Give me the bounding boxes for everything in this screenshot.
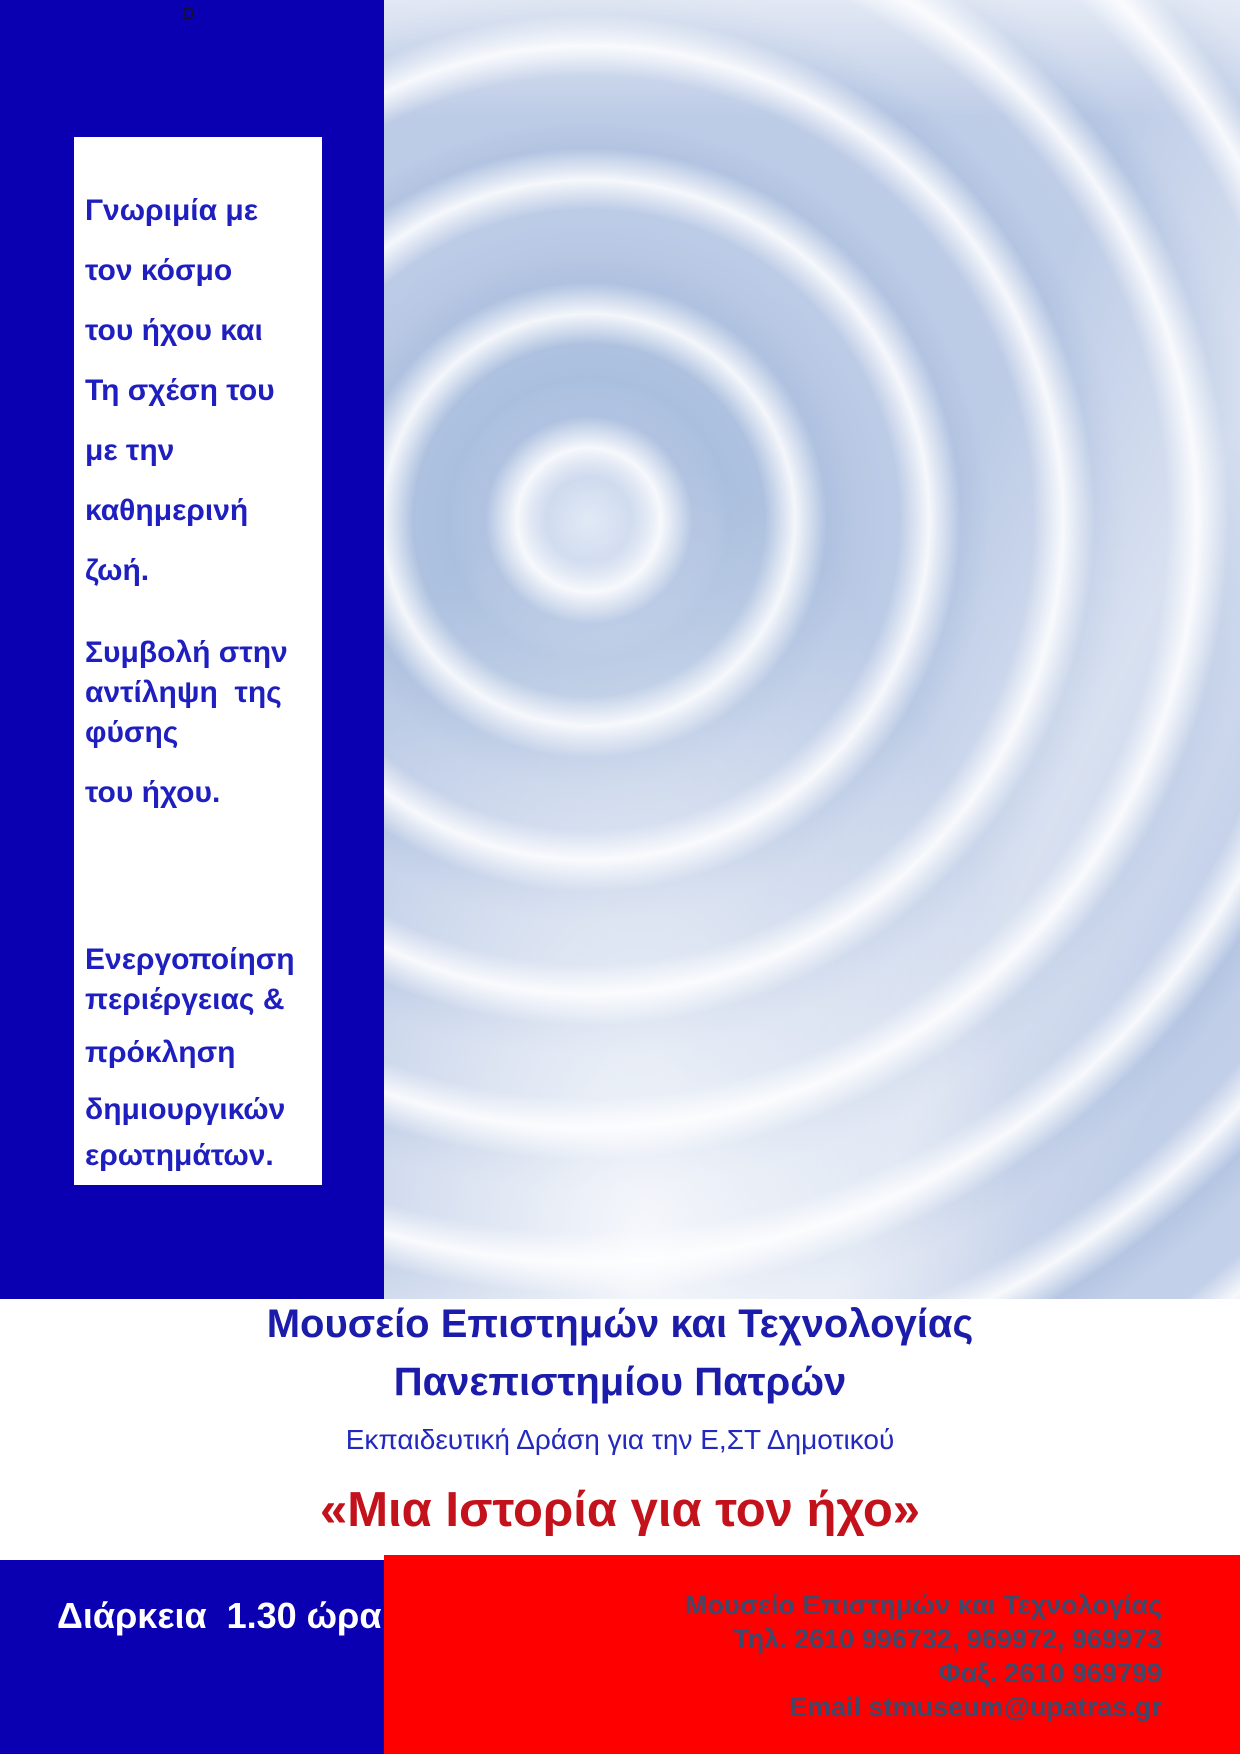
sidebar-line: φύσης xyxy=(85,716,179,749)
duration-block xyxy=(0,1560,384,1754)
museum-heading-line2: Πανεπιστημίου Πατρών xyxy=(393,1360,847,1404)
contact-email: Email stmuseum@upatras.gr xyxy=(789,1692,1162,1722)
sidebar-line: πρόκληση xyxy=(85,1036,236,1069)
stray-character: D xyxy=(183,6,195,23)
contact-museum-name: Μουσείο Επιστημών και Τεχνολογίας xyxy=(685,1590,1162,1620)
sidebar-line: Τη σχέση του xyxy=(85,374,275,407)
sidebar-line: ζωή. xyxy=(85,554,150,587)
contact-fax: Φαξ. 2610 969799 xyxy=(938,1658,1162,1688)
sidebar-line: τον κόσμο xyxy=(85,254,233,287)
sidebar-line: του ήχου και xyxy=(85,314,263,347)
water-ripple-photo xyxy=(384,0,1240,1299)
activity-subtitle: Εκπαιδευτική Δράση για την Ε,ΣΤ Δημοτικού xyxy=(345,1424,895,1455)
museum-heading-line1: Μουσείο Επιστημών και Τεχνολογίας xyxy=(266,1302,974,1346)
sidebar-line: Συμβολή στην xyxy=(85,636,288,669)
contact-block xyxy=(384,1555,1240,1754)
sidebar-line: με την xyxy=(85,434,175,467)
sidebar-line: ερωτημάτων. xyxy=(85,1139,274,1172)
sidebar-line: αντίληψη της xyxy=(85,676,282,709)
sidebar-line: καθημερινή xyxy=(85,494,249,527)
sidebar-text-box xyxy=(74,137,322,1185)
sidebar-line: του ήχου. xyxy=(85,776,221,809)
activity-title: «Μια Ιστορία για τον ήχο» xyxy=(319,1483,921,1537)
sidebar-line: Ενεργοποίηση xyxy=(85,943,295,976)
sidebar-line: περιέργειας & xyxy=(85,983,285,1016)
contact-phone: Τηλ. 2610 996732, 969972, 969973 xyxy=(733,1624,1162,1654)
sidebar-line: Γνωριμία με xyxy=(85,194,259,227)
duration-label: Διάρκεια 1.30 ώρα xyxy=(57,1595,382,1636)
sidebar-line: δημιουργικών xyxy=(85,1093,286,1126)
